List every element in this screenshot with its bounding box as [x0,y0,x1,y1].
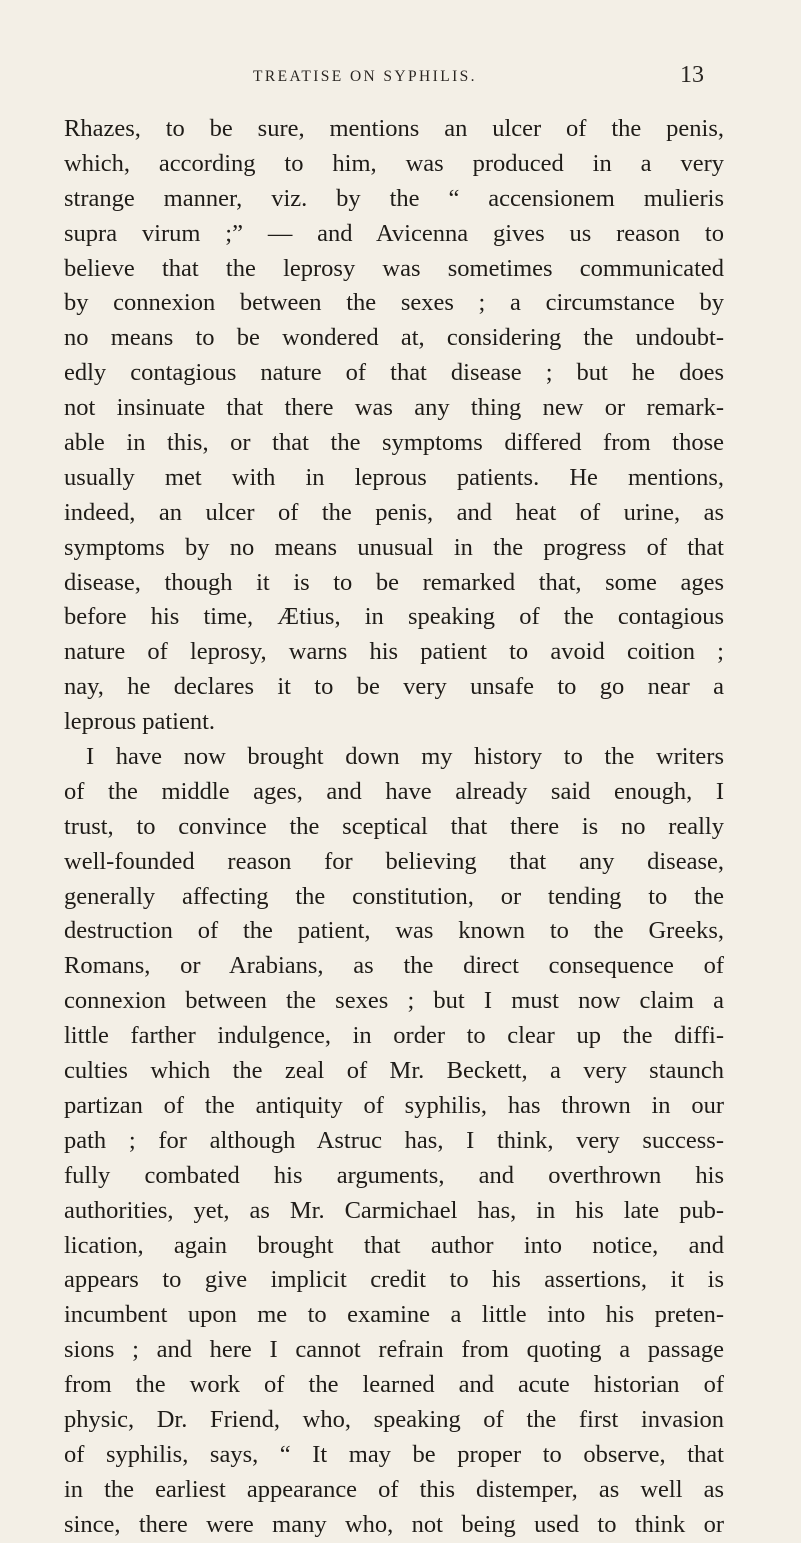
running-title: TREATISE ON SYPHILIS. [253,68,477,85]
text-line: nay, he declares it to be very unsafe to go near a [64,673,724,701]
text-line: appears to give implicit credit to his assertions, it is [64,1266,724,1294]
text-line: of the middle ages, and have already said enough, I [64,777,724,805]
text-line: before his time, Ætius, in speaking of the contagious [64,603,724,631]
page-number: 13 [680,62,704,88]
text-line: no means to be wondered at, considering the undoubt- [64,324,724,352]
text-line: edly contagious nature of that disease ; but he does [64,359,724,387]
paragraph-end-line: leprous patient. [64,708,216,736]
text-line: lication, again brought that author into notice, and [64,1231,724,1259]
text-line: symptoms by no means unusual in the progress of that [64,533,724,561]
text-line: of syphilis, says, “ It may be proper to observe, that [64,1440,724,1468]
text-line: fully combated his arguments, and overthrown his [64,1161,724,1189]
text-line: from the work of the learned and acute historian of [64,1371,724,1399]
text-line: physic, Dr. Friend, who, speaking of the first invasion [64,1405,724,1433]
text-line: since, there were many who, not being used to think or [64,1510,724,1538]
text-line: nature of leprosy, warns his patient to avoid coition ; [64,638,724,666]
text-line: indeed, an ulcer of the penis, and heat of urine, as [64,498,724,526]
text-line: connexion between the sexes ; but I must now claim a [64,987,724,1015]
text-line: in the earliest appearance of this distemper, as well as [64,1475,724,1503]
paragraph-start-line: I have now brought down my history to the writers [86,743,724,771]
text-line: partizan of the antiquity of syphilis, has thrown in our [64,1091,724,1119]
text-line: incumbent upon me to examine a little into his preten- [64,1301,724,1329]
text-line: usually met with in leprous patients. He mentions, [64,463,724,491]
text-line: little farther indulgence, in order to clear up the diffi- [64,1022,724,1050]
text-line: not insinuate that there was any thing new or remark- [64,394,724,422]
text-line: destruction of the patient, was known to the Greeks, [64,917,724,945]
text-line: supra virum ;” — and Avicenna gives us reason to [64,219,724,247]
body-text [64,112,724,1543]
text-line: path ; for although Astruc has, I think, very success- [64,1126,724,1154]
text-line: trust, to convince the sceptical that there is no really [64,812,724,840]
text-line: culties which the zeal of Mr. Beckett, a very staunch [64,1057,724,1085]
text-line: by connexion between the sexes ; a circumstance by [64,289,724,317]
text-line: Romans, or Arabians, as the direct consequence of [64,952,724,980]
text-line: able in this, or that the symptoms differed from those [64,429,724,457]
running-head [0,62,801,92]
text-line: disease, though it is to be remarked that, some ages [64,568,724,596]
text-line: Rhazes, to be sure, mentions an ulcer of the penis, [64,115,724,142]
text-line: authorities, yet, as Mr. Carmichael has, in his late pub- [64,1196,724,1224]
text-line: generally affecting the constitution, or tending to the [64,882,724,910]
text-line: well-founded reason for believing that any disease, [64,847,724,875]
text-line: strange manner, viz. by the “ accensionem mulieris [64,184,724,212]
text-line: believe that the leprosy was sometimes communicated [64,254,724,282]
text-line: sions ; and here I cannot refrain from quoting a passage [64,1336,724,1364]
text-line: which, according to him, was produced in a very [64,149,724,177]
